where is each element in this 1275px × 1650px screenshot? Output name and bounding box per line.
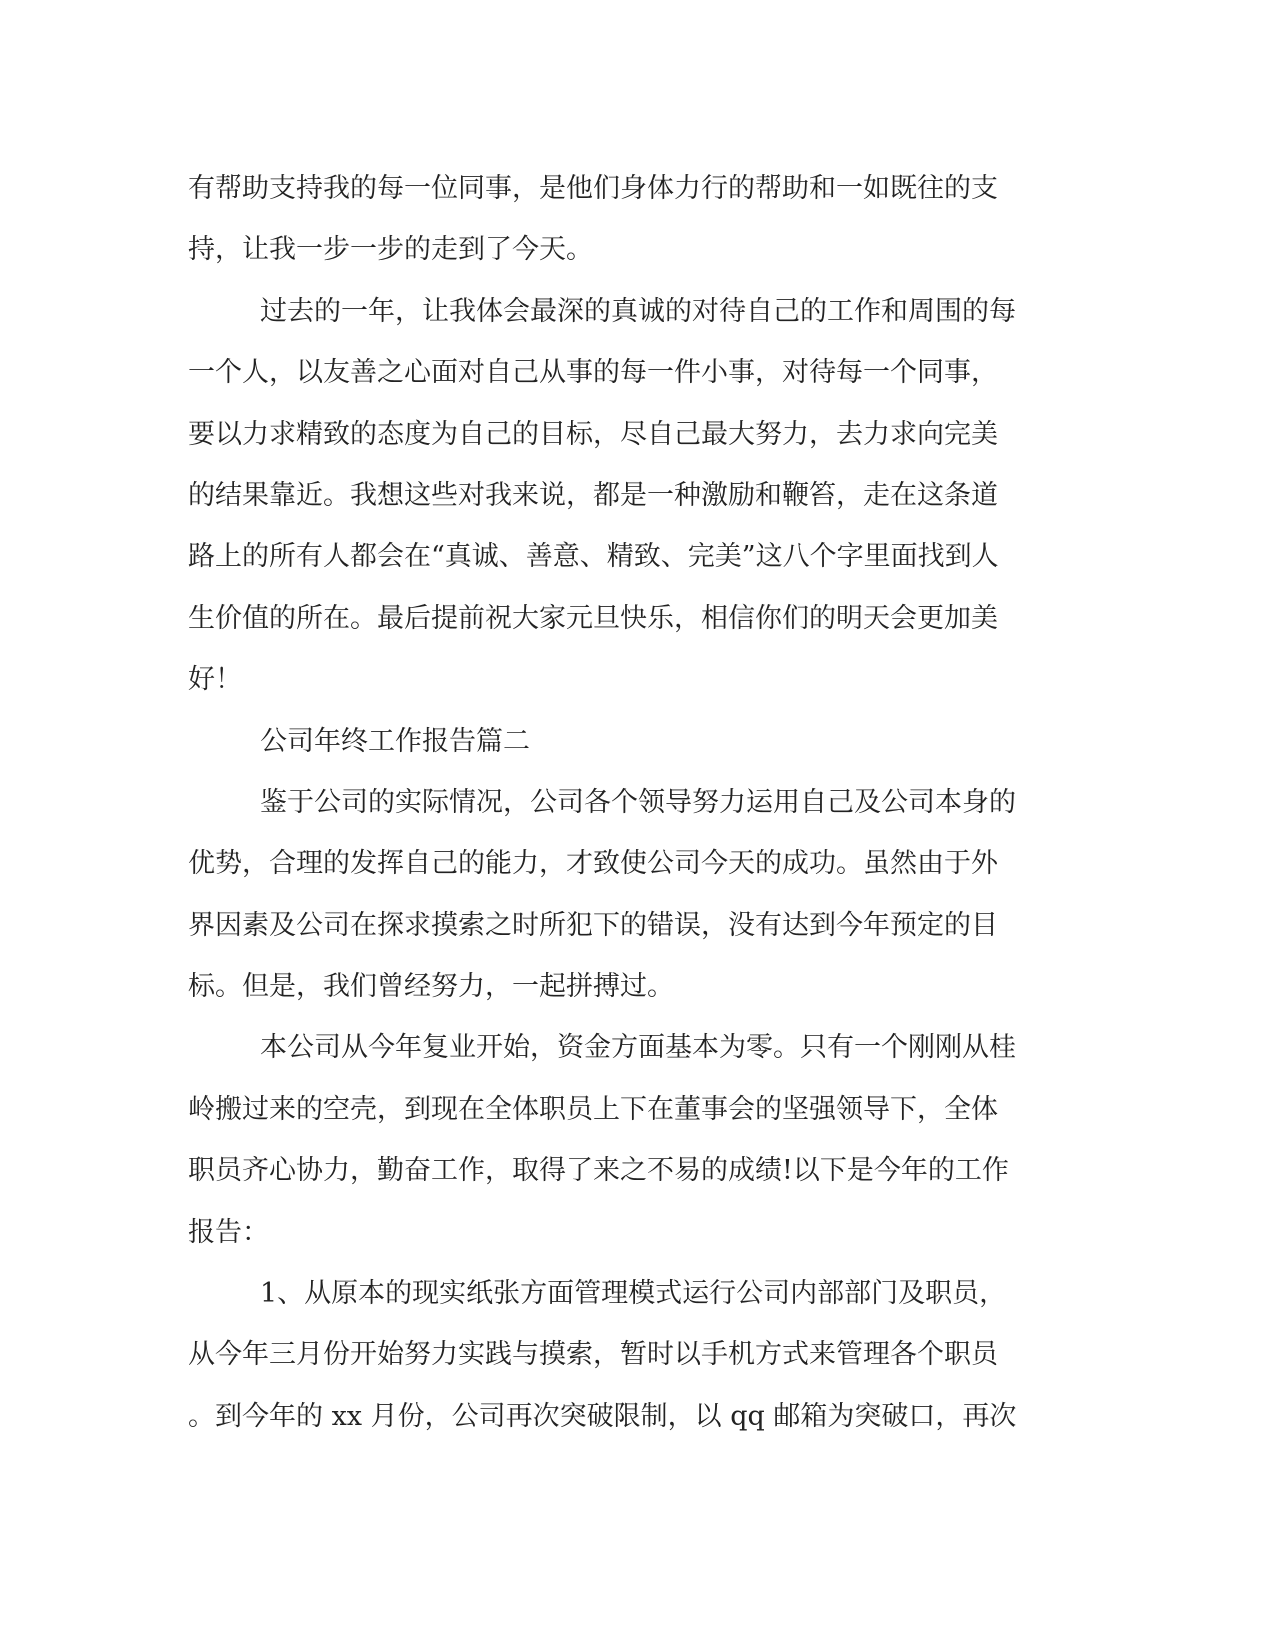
text-line: 路上的所有人都会在“真诚、善意、精致、完美”这八个字里面找到人: [188, 541, 999, 573]
paragraph-start-line: 本公司从今年复业开始，资金方面基本为零。只有一个刚刚从桂: [260, 1032, 1016, 1064]
text-line: 界因素及公司在探求摸索之时所犯下的错误，没有达到今年预定的目: [188, 909, 998, 941]
text-line: 职员齐心协力，勤奋工作，取得了来之不易的成绩!以下是今年的工作: [188, 1155, 1009, 1187]
text-line: 。到今年的 xx 月份，公司再次突破限制，以 qq 邮箱为突破口，再次: [188, 1400, 1017, 1432]
paragraph-start-line: 过去的一年，让我体会最深的真诚的对待自己的工作和周围的每: [260, 295, 1016, 327]
text-line: 好！: [188, 664, 242, 696]
text-line: 要以力求精致的态度为自己的目标，尽自己最大努力，去力求向完美: [188, 418, 998, 450]
text-line: 标。但是，我们曾经努力，一起拼搏过。: [188, 971, 674, 1003]
paragraph-start-line: 鉴于公司的实际情况，公司各个领导努力运用自己及公司本身的: [260, 786, 1016, 818]
document-body: [188, 158, 1068, 1447]
text-line: 的结果靠近。我想这些对我来说，都是一种激励和鞭笞，走在这条道: [188, 479, 998, 511]
list-item-start-line: 1、从原本的现实纸张方面管理模式运行公司内部部门及职员，: [260, 1278, 1007, 1310]
text-line: 有帮助支持我的每一位同事，是他们身体力行的帮助和一如既往的支: [188, 173, 998, 204]
text-line: 一个人，以友善之心面对自己从事的每一件小事，对待每一个同事，: [188, 357, 998, 389]
text-line: 报告：: [188, 1216, 269, 1248]
text-line: 优势，合理的发挥自己的能力，才致使公司今天的成功。虽然由于外: [188, 848, 998, 880]
text-line: 岭搬过来的空壳，到现在全体职员上下在董事会的坚强领导下，全体: [188, 1093, 998, 1125]
section-heading: 公司年终工作报告篇二: [260, 725, 530, 757]
text-line: 生价值的所在。最后提前祝大家元旦快乐，相信你们的明天会更加美: [188, 602, 998, 634]
text-line: 从今年三月份开始努力实践与摸索，暂时以手机方式来管理各个职员: [188, 1339, 998, 1371]
text-line: 持，让我一步一步的走到了今天。: [188, 234, 593, 266]
